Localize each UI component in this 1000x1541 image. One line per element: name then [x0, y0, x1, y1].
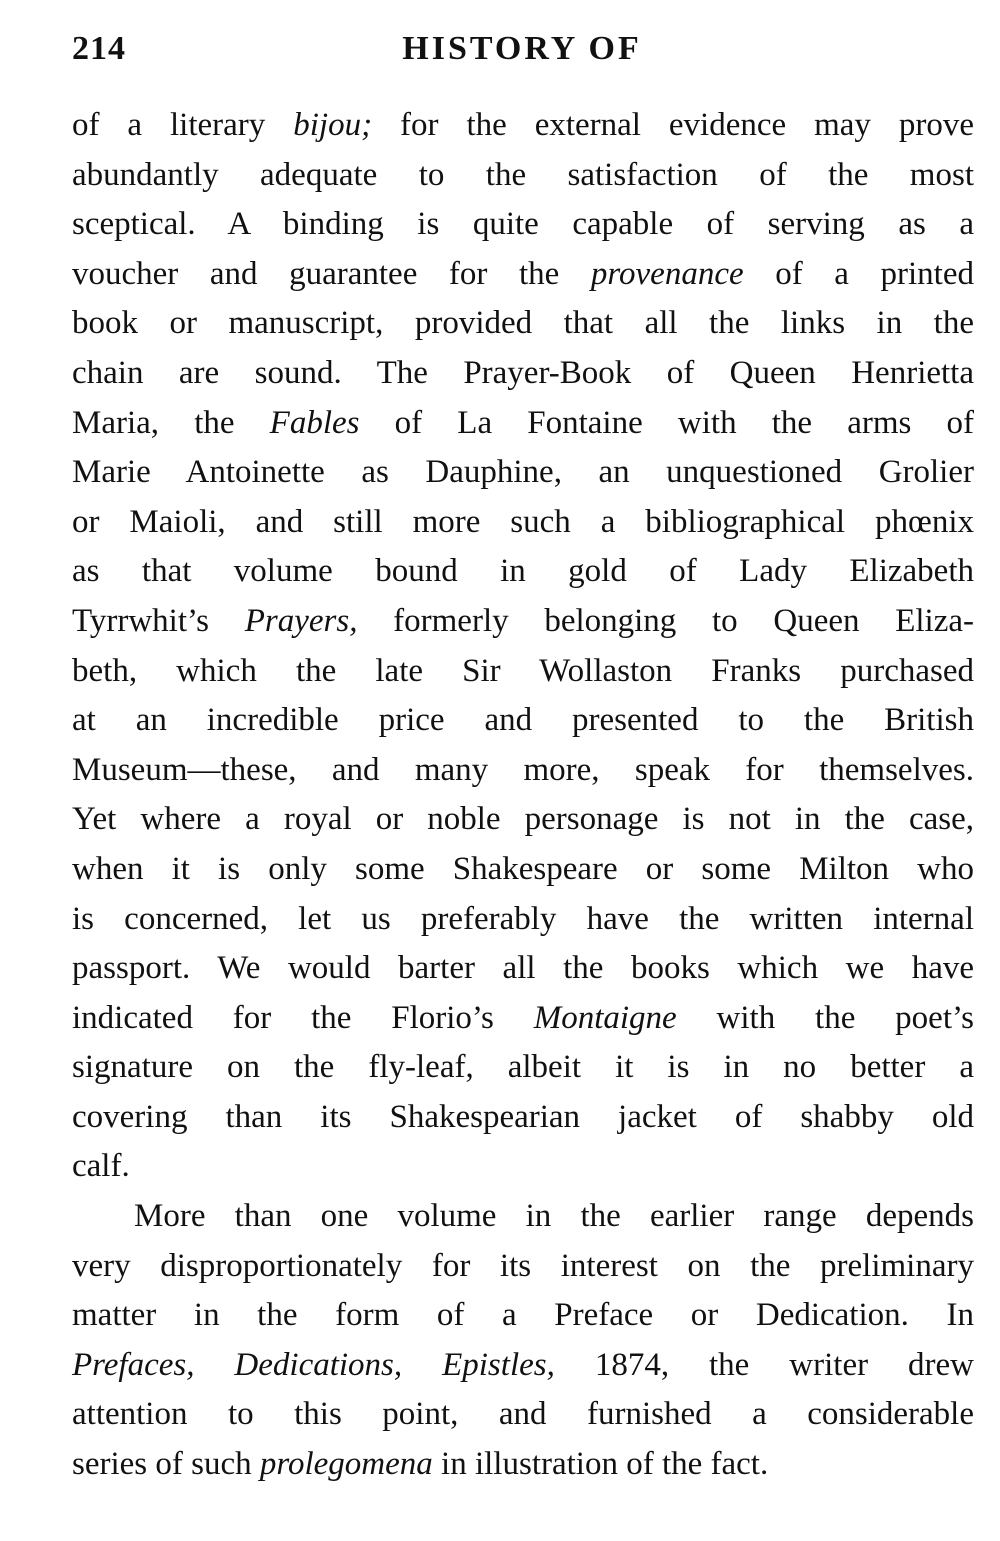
- text-line: [72, 696, 974, 746]
- text-segment: matter in the form of a Preface or Dedication. In: [72, 1297, 974, 1334]
- text-segment: Museum—these, and many more, speak for themselves.: [72, 751, 974, 788]
- text-line: [72, 1242, 974, 1292]
- text-line: [72, 1291, 974, 1341]
- text-segment: More than one volume in the earlier range depends: [134, 1198, 974, 1235]
- text-segment: attention to this point, and furnished a considerable: [72, 1396, 974, 1433]
- page-number: 214: [72, 30, 126, 67]
- text-line: [72, 845, 974, 895]
- text-line: [72, 547, 974, 597]
- text-line: [72, 151, 974, 201]
- text-line: [72, 448, 974, 498]
- page-header: [72, 30, 972, 80]
- text-line: [72, 795, 974, 845]
- text-segment: Fables: [269, 404, 360, 441]
- text-segment: sceptical. A binding is quite capable of serving as a: [72, 206, 974, 243]
- text-segment: abundantly adequate to the satisfaction of the most: [72, 156, 974, 193]
- text-segment: Montaigne: [533, 999, 677, 1036]
- text-line: [72, 200, 974, 250]
- paragraph: [72, 1192, 974, 1490]
- text-line: [72, 994, 974, 1044]
- text-segment: signature on the fly-leaf, albeit it is in no better a: [72, 1049, 974, 1086]
- text-segment: Tyrrwhit’s: [72, 602, 245, 639]
- text-segment: or Maioli, and still more such a bibliographical phœnix: [72, 503, 974, 540]
- text-line: [72, 746, 974, 796]
- text-segment: Prefaces, Dedications, Epistles,: [72, 1346, 555, 1383]
- text-segment: provenance: [590, 255, 744, 292]
- text-line: [72, 1440, 974, 1490]
- text-segment: of a printed: [743, 255, 974, 292]
- text-segment: as that volume bound in gold of Lady Elizabeth: [72, 553, 974, 590]
- text-line: [72, 1390, 974, 1440]
- text-segment: prolegomena: [259, 1446, 433, 1483]
- text-segment: Prayers,: [244, 602, 358, 639]
- text-segment: when it is only some Shakespeare or some Milton who: [72, 850, 974, 887]
- text-segment: of La Fontaine with the arms of: [359, 404, 974, 441]
- text-line: [72, 1093, 974, 1143]
- text-line: [72, 498, 974, 548]
- text-segment: calf.: [72, 1148, 130, 1185]
- paragraph: [72, 101, 974, 1192]
- text-line: [72, 895, 974, 945]
- text-segment: 1874, the writer drew: [554, 1346, 974, 1383]
- text-segment: with the poet’s: [676, 999, 974, 1036]
- text-line: [72, 647, 974, 697]
- text-segment: passport. We would barter all the books which we have: [72, 950, 974, 987]
- text-segment: book or manuscript, provided that all the links in the: [72, 305, 974, 342]
- text-line: [72, 1043, 974, 1093]
- text-line: [72, 1142, 974, 1192]
- text-line: [72, 399, 974, 449]
- text-line: [72, 1192, 974, 1242]
- text-segment: in illustration of the fact.: [432, 1446, 769, 1483]
- text-segment: for the external evidence may prove: [372, 107, 974, 143]
- text-segment: series of such: [72, 1446, 260, 1483]
- text-segment: beth, which the late Sir Wollaston Franks purchased: [72, 652, 974, 689]
- body-text: [72, 101, 974, 1490]
- text-line: [72, 250, 974, 300]
- text-line: [72, 299, 974, 349]
- running-title: HISTORY OF: [402, 30, 642, 67]
- text-segment: covering than its Shakespearian jacket of shabby old: [72, 1098, 974, 1135]
- text-segment: indicated for the Florio’s: [72, 999, 534, 1036]
- text-segment: very disproportionately for its interest on the preliminary: [72, 1247, 974, 1284]
- text-line: [72, 944, 974, 994]
- text-segment: formerly belonging to Queen Eliza-: [357, 602, 974, 639]
- text-line: [72, 101, 974, 151]
- text-segment: of a literary: [72, 107, 294, 143]
- text-line: [72, 1341, 974, 1391]
- text-segment: bijou;: [293, 107, 373, 143]
- text-line: [72, 597, 974, 647]
- text-segment: voucher and guarantee for the: [72, 255, 591, 292]
- text-segment: is concerned, let us preferably have the written internal: [72, 900, 974, 937]
- text-segment: at an incredible price and presented to the British: [72, 702, 974, 739]
- text-line: [72, 349, 974, 399]
- text-segment: Marie Antoinette as Dauphine, an unquestioned Grolier: [72, 454, 974, 491]
- text-segment: Yet where a royal or noble personage is not in the case,: [72, 801, 974, 838]
- text-segment: Maria, the: [72, 404, 270, 441]
- text-segment: chain are sound. The Prayer-Book of Queen Henrietta: [72, 354, 974, 391]
